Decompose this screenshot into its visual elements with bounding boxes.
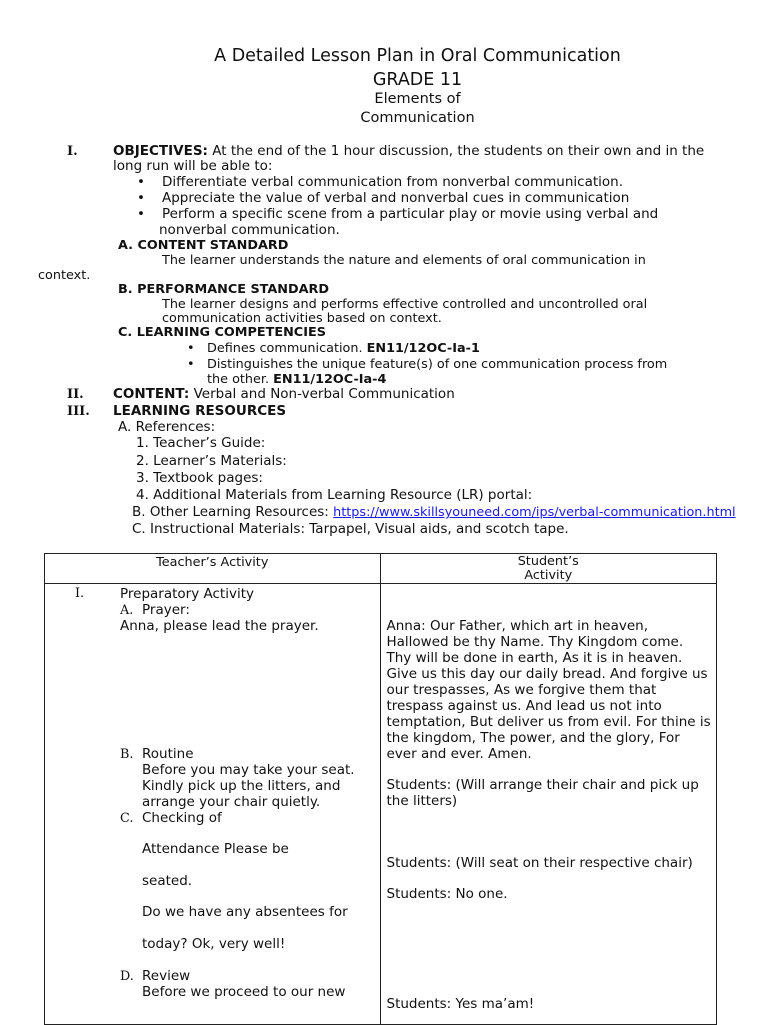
performance-standard-line-1: The learner designs and performs effective controlled and uncontrolled oral <box>162 297 648 312</box>
student-header-line-1: Student’s <box>517 554 579 569</box>
objectives-intro-text: At the end of the 1 hour discussion, the students on their own and in the <box>212 143 705 159</box>
reference-item-1: 1. Teacher’s Guide: <box>136 435 266 451</box>
objective-bullet-3: • Perform a specific scene from a particular play or movie using verbal and <box>162 206 658 222</box>
content-text: Verbal and Non-verbal Communication <box>193 386 455 402</box>
competency-item-2-line-1: • Distinguishes the unique feature(s) of one communication process from <box>207 357 667 372</box>
content-standard-label: A. CONTENT STANDARD <box>118 238 289 253</box>
performance-standard-label: B. PERFORMANCE STANDARD <box>118 282 330 297</box>
review-response: Students: Yes ma’am! <box>386 996 535 1012</box>
prayer-line-6: trespass against us. And lead us not into <box>386 698 662 714</box>
table-body-row <box>45 584 717 1025</box>
section-numeral-3: III. <box>67 404 90 419</box>
routine-response-line-1: Students: (Will arrange their chair and pick up <box>386 777 699 793</box>
competency-1-text: Defines communication. <box>207 341 363 356</box>
subtitle-line-1: Elements of <box>374 91 461 107</box>
prayer-line-8: the kingdom, The power, and the glory, For <box>386 730 680 746</box>
content-label: CONTENT: <box>113 386 190 402</box>
student-activity-header-cell <box>380 554 717 584</box>
prayer-line-2: Hallowed be thy Name. Thy Kingdom come. <box>386 634 684 650</box>
item-c-letter: C. <box>120 811 134 826</box>
skillsyouneed-link[interactable]: https://www.skillsyouneed.com/ips/verbal-communication.html <box>333 505 736 520</box>
item-a-letter: A. <box>120 603 134 618</box>
objectives-intro-line-1 <box>113 143 704 159</box>
content-standard-line-2: context. <box>38 268 91 283</box>
teacher-activity-header: Teacher’s Activity <box>156 555 269 570</box>
section-numeral-2: II. <box>67 387 84 402</box>
competency-item-2-line-2 <box>207 372 386 387</box>
competency-2-text: the other. <box>207 372 270 387</box>
student-header-line-2: Activity <box>524 568 573 583</box>
subtitle-line-2: Communication <box>360 110 475 126</box>
prayer-line-9: ever and ever. Amen. <box>386 746 532 762</box>
prayer-line-1: Our Father, which art in heaven, <box>429 618 648 634</box>
item-d-letter: D. <box>120 969 134 984</box>
other-resources-label: B. Other Learning Resources: <box>132 504 329 520</box>
prayer-line-4: Give us this day our daily bread. And forgive us <box>386 666 708 682</box>
prayer-title: Prayer: <box>142 602 190 618</box>
objectives-intro-line-2: long run will be able to: <box>113 158 273 174</box>
learning-competencies-label: C. LEARNING COMPETENCIES <box>118 325 326 340</box>
review-line-1: Before we proceed to our new <box>142 984 346 1000</box>
reference-item-3: 3. Textbook pages: <box>136 470 263 486</box>
student-activity-header <box>381 554 717 583</box>
anna-name: Anna: <box>386 618 426 634</box>
objective-bullet-2: • Appreciate the value of verbal and nonverbal cues in communication <box>162 190 629 206</box>
prayer-line-3: Thy will be done in earth, As it is in heaven. <box>386 650 683 666</box>
competency-1-code: EN11/12OC-Ia-1 <box>366 341 480 356</box>
grade-heading: GRADE 11 <box>372 70 463 90</box>
prayer-instruction: Anna, please lead the prayer. <box>120 618 319 634</box>
seat-response: Students: (Will seat on their respective chair) <box>386 855 693 871</box>
attendance-line-2: seated. <box>142 873 193 889</box>
teacher-activity-header-cell <box>45 554 381 584</box>
section-numeral-1: I. <box>67 144 78 159</box>
prayer-line-7: temptation, But deliver us from evil. For thine is <box>386 714 711 730</box>
routine-line-1: Before you may take your seat. <box>142 762 355 778</box>
content-line <box>113 386 455 402</box>
lesson-activity-table <box>44 553 717 1025</box>
competency-item-1 <box>207 341 480 356</box>
objective-bullet-3-continued: nonverbal communication. <box>159 222 340 238</box>
item-b-letter: B. <box>120 747 134 762</box>
absentee-response: Students: No one. <box>386 886 508 902</box>
review-title: Review <box>142 968 191 984</box>
prayer-line-5: our trespasses, As we forgive them that <box>386 682 657 698</box>
document-title: A Detailed Lesson Plan in Oral Communication <box>214 46 621 66</box>
objectives-label: OBJECTIVES: <box>113 143 208 159</box>
routine-response-line-2: the litters) <box>386 793 458 809</box>
reference-item-4: 4. Additional Materials from Learning Resource (LR) portal: <box>136 487 533 503</box>
routine-line-2: Kindly pick up the litters, and <box>142 778 341 794</box>
teacher-activity-cell <box>45 584 381 1025</box>
preparatory-numeral: I. <box>75 586 85 601</box>
learning-resources-label: LEARNING RESOURCES <box>113 403 287 419</box>
student-activity-cell <box>380 584 717 1025</box>
attendance-line-4: today? Ok, very well! <box>142 936 286 952</box>
preparatory-activity-title: Preparatory Activity <box>120 586 254 602</box>
table-header-row <box>45 554 717 584</box>
prayer-response-line-1 <box>387 618 648 634</box>
reference-item-2: 2. Learner’s Materials: <box>136 453 287 469</box>
references-label: A. References: <box>118 419 216 435</box>
routine-line-3: arrange your chair quietly. <box>142 794 321 810</box>
competency-2-code: EN11/12OC-Ia-4 <box>273 372 387 387</box>
attendance-line-1: Attendance Please be <box>142 841 289 857</box>
other-resources-line <box>132 504 736 520</box>
objective-bullet-1: • Differentiate verbal communication from nonverbal communication. <box>162 174 623 190</box>
attendance-line-3: Do we have any absentees for <box>142 904 348 920</box>
instructional-materials: C. Instructional Materials: Tarpapel, Visual aids, and scotch tape. <box>132 521 569 537</box>
content-standard-line-1: The learner understands the nature and elements of oral communication in <box>162 253 646 268</box>
routine-title: Routine <box>142 746 194 762</box>
checking-title: Checking of <box>142 810 222 826</box>
performance-standard-line-2: communication activities based on context. <box>162 311 442 326</box>
